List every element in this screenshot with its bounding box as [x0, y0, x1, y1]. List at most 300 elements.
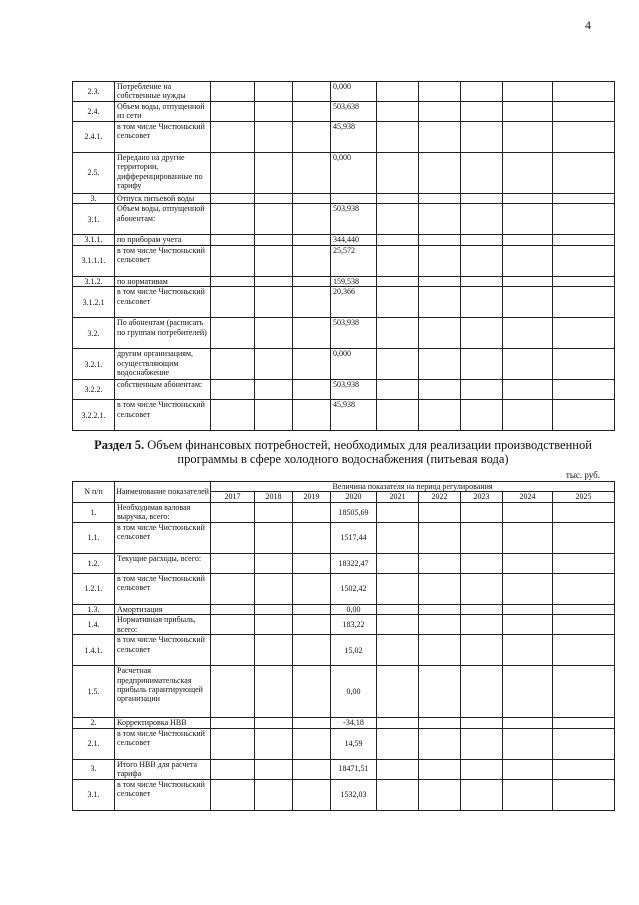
row-value: 183,22 — [331, 615, 377, 635]
empty-cell — [553, 122, 615, 153]
empty-cell — [553, 779, 615, 810]
empty-cell — [503, 82, 553, 102]
empty-cell — [255, 82, 293, 102]
empty-cell — [461, 400, 503, 431]
page-number: 4 — [585, 18, 591, 32]
empty-cell — [461, 615, 503, 635]
empty-cell — [255, 522, 293, 553]
empty-cell — [293, 245, 331, 276]
section-heading — [72, 438, 614, 466]
table-row — [73, 522, 615, 553]
empty-cell — [553, 380, 615, 400]
empty-cell — [461, 318, 503, 349]
row-name: Необходимая валовая выручка, всего: — [115, 502, 211, 522]
empty-cell — [255, 666, 293, 718]
empty-cell — [377, 380, 419, 400]
empty-cell — [503, 718, 553, 728]
empty-cell — [293, 380, 331, 400]
empty-cell — [419, 287, 461, 318]
col-num-header: N п/п — [73, 482, 115, 503]
row-number: 3.2.2. — [73, 380, 115, 400]
empty-cell — [255, 615, 293, 635]
empty-cell — [293, 728, 331, 759]
year-header: 2020 — [331, 492, 377, 502]
empty-cell — [377, 245, 419, 276]
empty-cell — [211, 287, 255, 318]
empty-cell — [255, 318, 293, 349]
empty-cell — [419, 380, 461, 400]
empty-cell — [293, 204, 331, 235]
empty-cell — [255, 287, 293, 318]
empty-cell — [461, 276, 503, 286]
empty-cell — [503, 666, 553, 718]
row-value: 20,366 — [331, 287, 377, 318]
empty-cell — [211, 380, 255, 400]
row-number: 3.1. — [73, 204, 115, 235]
empty-cell — [461, 349, 503, 380]
empty-cell — [419, 573, 461, 604]
row-number: 3.2.1. — [73, 349, 115, 380]
empty-cell — [377, 122, 419, 153]
row-number: 3.1.2.1 — [73, 287, 115, 318]
table-row — [73, 728, 615, 759]
col-name-header: Наименование показателей — [115, 482, 211, 503]
year-header: 2022 — [419, 492, 461, 502]
year-header: 2021 — [377, 492, 419, 502]
empty-cell — [377, 666, 419, 718]
empty-cell — [377, 522, 419, 553]
empty-cell — [461, 380, 503, 400]
row-number: 1.3. — [73, 604, 115, 614]
row-value: 18505,69 — [331, 502, 377, 522]
empty-cell — [293, 318, 331, 349]
empty-cell — [553, 522, 615, 553]
empty-cell — [553, 245, 615, 276]
empty-cell — [461, 666, 503, 718]
empty-cell — [211, 502, 255, 522]
row-name: в том числе Чистюньский сельсовет — [115, 573, 211, 604]
empty-cell — [293, 349, 331, 380]
row-name: Объем воды, отпущенной из сети — [115, 102, 211, 122]
row-name: собственным абонентам: — [115, 380, 211, 400]
empty-cell — [377, 349, 419, 380]
table-row — [73, 380, 615, 400]
row-number: 1.2.1. — [73, 573, 115, 604]
empty-cell — [211, 604, 255, 614]
row-value: 18471,51 — [331, 759, 377, 779]
empty-cell — [211, 779, 255, 810]
empty-cell — [503, 604, 553, 614]
empty-cell — [419, 615, 461, 635]
row-number: 1.5. — [73, 666, 115, 718]
empty-cell — [293, 759, 331, 779]
table-row — [73, 122, 615, 153]
row-value: 0,00 — [331, 666, 377, 718]
col-group-header: Величина показателя на период регулирования — [211, 482, 615, 492]
empty-cell — [553, 153, 615, 194]
empty-cell — [377, 553, 419, 573]
table-row — [73, 245, 615, 276]
empty-cell — [211, 153, 255, 194]
table-row — [73, 759, 615, 779]
empty-cell — [503, 615, 553, 635]
row-number: 2.1. — [73, 728, 115, 759]
table-row — [73, 318, 615, 349]
empty-cell — [211, 204, 255, 235]
row-name: в том числе Чистюньский сельсовет — [115, 122, 211, 153]
row-number: 2.4.1. — [73, 122, 115, 153]
empty-cell — [553, 194, 615, 204]
row-name: другим организациям, осуществляющим водоснабжение — [115, 349, 211, 380]
row-value: 0,000 — [331, 349, 377, 380]
empty-cell — [255, 400, 293, 431]
row-number: 2.4. — [73, 102, 115, 122]
table-row — [73, 400, 615, 431]
row-value: 503,938 — [331, 204, 377, 235]
empty-cell — [419, 245, 461, 276]
empty-cell — [419, 194, 461, 204]
empty-cell — [255, 779, 293, 810]
row-number: 1.1. — [73, 522, 115, 553]
row-number: 3.2.2.1. — [73, 400, 115, 431]
row-value: 14,59 — [331, 728, 377, 759]
empty-cell — [293, 573, 331, 604]
row-name: по приборам учета — [115, 235, 211, 245]
empty-cell — [377, 153, 419, 194]
empty-cell — [553, 759, 615, 779]
empty-cell — [377, 82, 419, 102]
empty-cell — [293, 153, 331, 194]
empty-cell — [503, 349, 553, 380]
empty-cell — [293, 235, 331, 245]
empty-cell — [419, 82, 461, 102]
table-row — [73, 718, 615, 728]
empty-cell — [461, 82, 503, 102]
table-row — [73, 102, 615, 122]
empty-cell — [461, 573, 503, 604]
empty-cell — [211, 522, 255, 553]
empty-cell — [211, 194, 255, 204]
row-name: в том числе Чистюньский сельсовет — [115, 635, 211, 666]
empty-cell — [419, 728, 461, 759]
empty-cell — [377, 194, 419, 204]
empty-cell — [553, 553, 615, 573]
row-number: 3.1. — [73, 779, 115, 810]
row-value: 159,538 — [331, 276, 377, 286]
empty-cell — [255, 194, 293, 204]
empty-cell — [211, 615, 255, 635]
empty-cell — [255, 235, 293, 245]
empty-cell — [419, 122, 461, 153]
empty-cell — [419, 718, 461, 728]
empty-cell — [503, 759, 553, 779]
row-name: Итого НВВ для расчета тарифа — [115, 759, 211, 779]
empty-cell — [211, 318, 255, 349]
row-value: 0,000 — [331, 153, 377, 194]
row-number: 3.1.2. — [73, 276, 115, 286]
empty-cell — [461, 553, 503, 573]
empty-cell — [553, 604, 615, 614]
financial-needs-table — [72, 481, 615, 811]
empty-cell — [553, 666, 615, 718]
empty-cell — [461, 153, 503, 194]
empty-cell — [211, 82, 255, 102]
empty-cell — [553, 82, 615, 102]
row-number: 3. — [73, 759, 115, 779]
empty-cell — [503, 400, 553, 431]
empty-cell — [461, 122, 503, 153]
row-value: -34,18 — [331, 718, 377, 728]
row-value: 344,440 — [331, 235, 377, 245]
empty-cell — [419, 522, 461, 553]
empty-cell — [419, 635, 461, 666]
unit-label: тыс. руб. — [565, 470, 600, 480]
empty-cell — [503, 276, 553, 286]
row-value: 0,000 — [331, 82, 377, 102]
row-number: 1.4.1. — [73, 635, 115, 666]
row-value: 1517,44 — [331, 522, 377, 553]
empty-cell — [377, 502, 419, 522]
empty-cell — [255, 635, 293, 666]
row-value: 45,938 — [331, 400, 377, 431]
empty-cell — [377, 318, 419, 349]
row-name: Потребление на собственные нужды — [115, 82, 211, 102]
empty-cell — [293, 287, 331, 318]
empty-cell — [293, 615, 331, 635]
year-header: 2019 — [293, 492, 331, 502]
empty-cell — [553, 573, 615, 604]
row-value: 1532,03 — [331, 779, 377, 810]
empty-cell — [211, 122, 255, 153]
table-row — [73, 276, 615, 286]
empty-cell — [377, 779, 419, 810]
empty-cell — [503, 194, 553, 204]
year-header: 2017 — [211, 492, 255, 502]
empty-cell — [461, 779, 503, 810]
empty-cell — [503, 573, 553, 604]
empty-cell — [377, 235, 419, 245]
table-row — [73, 615, 615, 635]
table-row — [73, 349, 615, 380]
row-name: в том числе Чистюньский сельсовет — [115, 287, 211, 318]
empty-cell — [553, 502, 615, 522]
empty-cell — [293, 666, 331, 718]
row-name: Отпуск питьевой воды — [115, 194, 211, 204]
water-volume-table — [72, 81, 615, 431]
empty-cell — [419, 604, 461, 614]
empty-cell — [211, 235, 255, 245]
empty-cell — [293, 502, 331, 522]
empty-cell — [293, 194, 331, 204]
empty-cell — [293, 400, 331, 431]
empty-cell — [211, 728, 255, 759]
empty-cell — [211, 759, 255, 779]
row-value: 1502,42 — [331, 573, 377, 604]
table-row — [73, 635, 615, 666]
empty-cell — [255, 204, 293, 235]
empty-cell — [419, 204, 461, 235]
empty-cell — [503, 728, 553, 759]
table-row — [73, 666, 615, 718]
row-number: 1. — [73, 502, 115, 522]
row-value: 503,938 — [331, 380, 377, 400]
year-header: 2023 — [461, 492, 503, 502]
table-row — [73, 194, 615, 204]
empty-cell — [553, 102, 615, 122]
empty-cell — [553, 349, 615, 380]
row-value: 0,00 — [331, 604, 377, 614]
empty-cell — [553, 287, 615, 318]
empty-cell — [503, 553, 553, 573]
empty-cell — [211, 245, 255, 276]
row-name: в том числе Чистюньский сельсовет — [115, 400, 211, 431]
empty-cell — [255, 349, 293, 380]
empty-cell — [461, 287, 503, 318]
empty-cell — [211, 573, 255, 604]
empty-cell — [211, 276, 255, 286]
empty-cell — [255, 245, 293, 276]
row-number: 1.2. — [73, 553, 115, 573]
empty-cell — [377, 635, 419, 666]
empty-cell — [419, 349, 461, 380]
row-name: по нормативам — [115, 276, 211, 286]
empty-cell — [419, 553, 461, 573]
empty-cell — [293, 635, 331, 666]
empty-cell — [255, 122, 293, 153]
empty-cell — [461, 194, 503, 204]
empty-cell — [211, 349, 255, 380]
row-name: в том числе Чистюньский сельсовет — [115, 245, 211, 276]
empty-cell — [419, 666, 461, 718]
row-name: в том числе Чистюньский сельсовет — [115, 522, 211, 553]
empty-cell — [461, 102, 503, 122]
empty-cell — [293, 102, 331, 122]
empty-cell — [255, 102, 293, 122]
empty-cell — [419, 153, 461, 194]
row-name: Текущие расходы, всего: — [115, 553, 211, 573]
section-label: Раздел 5. — [94, 438, 145, 452]
empty-cell — [461, 728, 503, 759]
row-value: 45,938 — [331, 122, 377, 153]
empty-cell — [211, 102, 255, 122]
year-header: 2024 — [503, 492, 553, 502]
row-number: 3.1.1.1. — [73, 245, 115, 276]
empty-cell — [503, 779, 553, 810]
empty-cell — [377, 573, 419, 604]
empty-cell — [503, 287, 553, 318]
empty-cell — [503, 380, 553, 400]
empty-cell — [503, 235, 553, 245]
empty-cell — [293, 276, 331, 286]
empty-cell — [293, 553, 331, 573]
empty-cell — [377, 400, 419, 431]
row-number: 2. — [73, 718, 115, 728]
empty-cell — [255, 573, 293, 604]
empty-cell — [377, 615, 419, 635]
empty-cell — [461, 604, 503, 614]
row-name: Объем воды, отпущенной абонентам: — [115, 204, 211, 235]
empty-cell — [503, 122, 553, 153]
row-value: 25,572 — [331, 245, 377, 276]
empty-cell — [255, 604, 293, 614]
empty-cell — [503, 245, 553, 276]
empty-cell — [553, 728, 615, 759]
empty-cell — [503, 318, 553, 349]
row-name: Расчетная предпринимательская прибыль гарантирующей организации — [115, 666, 211, 718]
empty-cell — [553, 276, 615, 286]
section-title: Объем финансовых потребностей, необходимых для реализации производственной программы в сфере холодного водоснабжения (питьевая вода) — [144, 438, 592, 466]
row-name: Корректировка НВВ — [115, 718, 211, 728]
empty-cell — [211, 553, 255, 573]
empty-cell — [503, 635, 553, 666]
row-number: 2.3. — [73, 82, 115, 102]
row-number: 3.2. — [73, 318, 115, 349]
empty-cell — [503, 102, 553, 122]
row-number: 1.4. — [73, 615, 115, 635]
empty-cell — [377, 276, 419, 286]
empty-cell — [293, 522, 331, 553]
empty-cell — [461, 759, 503, 779]
table-row — [73, 604, 615, 614]
row-name: По абонентам (расписать по группам потребителей) — [115, 318, 211, 349]
empty-cell — [461, 204, 503, 235]
empty-cell — [293, 122, 331, 153]
empty-cell — [211, 400, 255, 431]
row-value: 503,938 — [331, 318, 377, 349]
empty-cell — [377, 204, 419, 235]
table-row — [73, 502, 615, 522]
empty-cell — [553, 718, 615, 728]
empty-cell — [419, 318, 461, 349]
empty-cell — [293, 718, 331, 728]
row-name: Амортизация — [115, 604, 211, 614]
row-number: 3.1.1. — [73, 235, 115, 245]
empty-cell — [553, 318, 615, 349]
empty-cell — [211, 718, 255, 728]
empty-cell — [503, 153, 553, 194]
empty-cell — [553, 204, 615, 235]
empty-cell — [419, 502, 461, 522]
year-header: 2018 — [255, 492, 293, 502]
empty-cell — [461, 502, 503, 522]
row-value: 503,638 — [331, 102, 377, 122]
empty-cell — [377, 102, 419, 122]
empty-cell — [255, 759, 293, 779]
empty-cell — [419, 779, 461, 810]
empty-cell — [461, 635, 503, 666]
row-name: Передано на другие территории, дифференцированные по тарифу — [115, 153, 211, 194]
row-value — [331, 194, 377, 204]
empty-cell — [553, 635, 615, 666]
table-row — [73, 573, 615, 604]
empty-cell — [255, 276, 293, 286]
empty-cell — [553, 615, 615, 635]
table-row — [73, 553, 615, 573]
table-row — [73, 287, 615, 318]
empty-cell — [255, 728, 293, 759]
row-name: Нормативная прибыль, всего: — [115, 615, 211, 635]
table-row — [73, 204, 615, 235]
row-number: 3. — [73, 194, 115, 204]
empty-cell — [461, 245, 503, 276]
row-name: в том числе Чистюньский сельсовет — [115, 779, 211, 810]
empty-cell — [293, 82, 331, 102]
empty-cell — [293, 604, 331, 614]
empty-cell — [419, 102, 461, 122]
empty-cell — [377, 728, 419, 759]
empty-cell — [503, 204, 553, 235]
row-number: 2.5. — [73, 153, 115, 194]
